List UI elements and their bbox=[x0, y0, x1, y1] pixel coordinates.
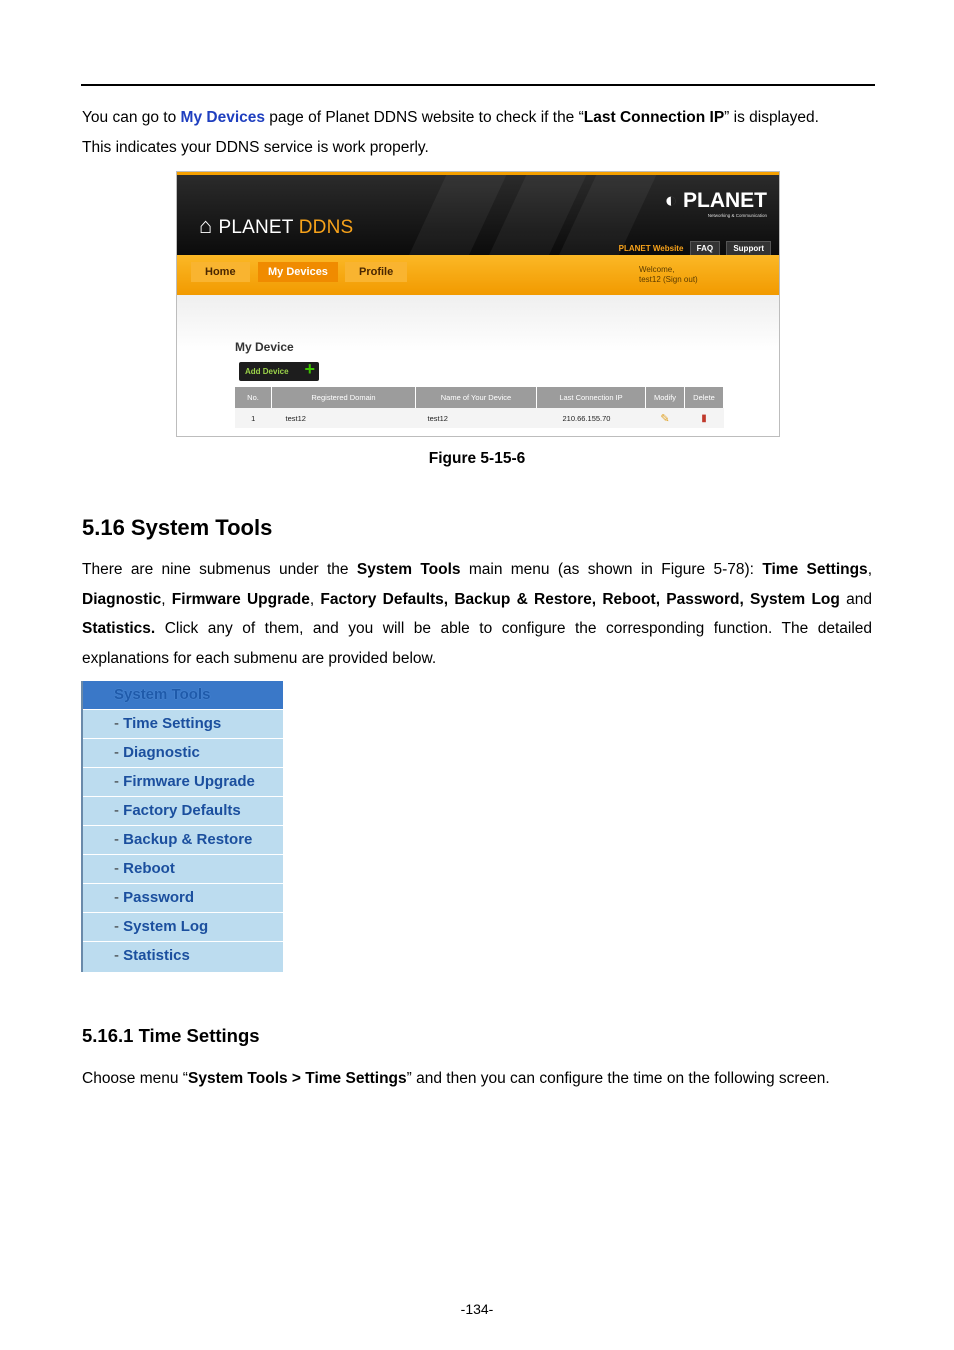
ddns-screenshot-figure bbox=[176, 171, 780, 437]
menu-item-diagnostic[interactable]: - Diagnostic bbox=[83, 738, 283, 767]
col-last-ip: Last Connection IP bbox=[537, 387, 646, 408]
section-paragraph: There are nine submenus under the System Tools main menu (as shown in Figure 5-78): Time Settings, Diagnostic, Firmware Upgrade, Factory Defaults, Backup & Restore, Reboot, Password, System Log and Statistics. Click any of them, and you will be able to configure the corresponding function. The detailed explanations for each submenu are provided below. bbox=[82, 561, 872, 667]
my-devices-link-text: My Devices bbox=[180, 109, 265, 126]
ddns-header-bar bbox=[177, 172, 779, 255]
support-link[interactable]: Support bbox=[726, 241, 771, 256]
my-device-title: My Device bbox=[235, 340, 294, 354]
header-rule bbox=[81, 84, 875, 86]
menu-item-firmware-upgrade[interactable]: - Firmware Upgrade bbox=[83, 767, 283, 796]
page-number: -134- bbox=[460, 1301, 494, 1317]
menu-item-password[interactable]: - Password bbox=[83, 883, 283, 912]
col-delete: Delete bbox=[685, 387, 724, 408]
tab-my-devices[interactable]: My Devices bbox=[258, 262, 338, 282]
figure-caption: Figure 5-15-6 bbox=[428, 450, 526, 467]
subsection-heading: 5.16.1 Time Settings bbox=[82, 1025, 260, 1046]
menu-item-reboot[interactable]: - Reboot bbox=[83, 854, 283, 883]
welcome-text: Welcome, test12 (Sign out) bbox=[639, 265, 698, 284]
col-device-name: Name of Your Device bbox=[416, 387, 537, 408]
table-row bbox=[235, 408, 724, 428]
top-links bbox=[615, 241, 771, 256]
cell-last-ip: 210.66.155.70 bbox=[537, 408, 646, 428]
menu-item-system-log[interactable]: - System Log bbox=[83, 912, 283, 941]
tab-home[interactable]: Home bbox=[191, 262, 250, 282]
add-device-button[interactable]: Add Device + bbox=[239, 362, 319, 381]
menu-item-backup-restore[interactable]: - Backup & Restore bbox=[83, 825, 283, 854]
cell-device-name: test12 bbox=[416, 408, 537, 428]
planet-website-link[interactable]: PLANET Website bbox=[618, 244, 684, 253]
pencil-icon[interactable]: ✎ bbox=[646, 408, 685, 428]
plus-icon: + bbox=[304, 359, 315, 379]
tab-profile[interactable]: Profile bbox=[345, 262, 407, 282]
trash-icon[interactable]: ▮ bbox=[685, 408, 724, 428]
house-icon: ⌂ bbox=[199, 213, 213, 238]
planet-globe-icon: ◐ bbox=[664, 189, 678, 212]
menu-header[interactable]: System Tools bbox=[83, 681, 283, 709]
ddns-content bbox=[177, 295, 779, 436]
col-registered-domain: Registered Domain bbox=[272, 387, 416, 408]
cell-domain: test12 bbox=[272, 408, 416, 428]
subsection-paragraph: Choose menu “System Tools > Time Settings” and then you can configure the time on the following screen. bbox=[82, 1070, 830, 1087]
menu-item-time-settings[interactable]: - Time Settings bbox=[83, 709, 283, 738]
cell-no: 1 bbox=[235, 408, 272, 428]
ddns-nav-bar bbox=[177, 255, 779, 295]
system-tools-menu bbox=[81, 681, 283, 972]
device-table bbox=[235, 387, 724, 428]
menu-item-statistics[interactable]: - Statistics bbox=[83, 941, 283, 970]
col-modify: Modify bbox=[646, 387, 685, 408]
faq-link[interactable]: FAQ bbox=[690, 241, 720, 256]
intro-paragraph: You can go to My Devices page of Planet DDNS website to check if the “Last Connection IP” is displayed. This indicates your DDNS service is work properly. bbox=[82, 109, 819, 156]
section-heading: 5.16 System Tools bbox=[82, 515, 273, 540]
planet-ddns-logo: ⌂ PLANET DDNS bbox=[199, 213, 354, 238]
table-header-row bbox=[235, 387, 724, 408]
planet-brand-logo: ◐ PLANET Networking & Communication bbox=[664, 189, 767, 218]
col-no: No. bbox=[235, 387, 272, 408]
sign-out-link[interactable]: test12 (Sign out) bbox=[639, 275, 698, 284]
menu-item-factory-defaults[interactable]: - Factory Defaults bbox=[83, 796, 283, 825]
